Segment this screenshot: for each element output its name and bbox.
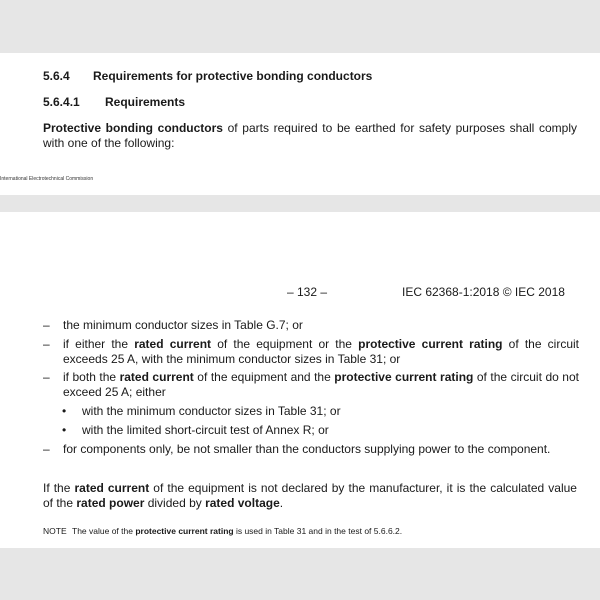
note-label: NOTE — [43, 526, 67, 536]
bullet-marker: • — [62, 423, 67, 437]
section-heading-5-6-4-1 — [43, 95, 185, 109]
section-number: 5.6.4.1 — [43, 95, 80, 109]
publisher-footer: International Electrotechnical Commission — [0, 176, 94, 182]
section-title: Requirements — [105, 95, 186, 109]
standard-reference: IEC 62368-1:2018 © IEC 2018 — [402, 285, 565, 299]
dash-marker: – — [43, 370, 50, 384]
list-item-text: if either the rated current of the equipment or the protective current rating of the circuit exceeds 25 A, with the minimum conductor sizes in Table 31; or — [63, 337, 579, 366]
bullet-marker: • — [62, 404, 67, 418]
list-item — [43, 442, 579, 472]
document-page-top — [0, 53, 600, 195]
dash-marker: – — [43, 318, 50, 332]
section-number: 5.6.4 — [43, 69, 70, 83]
section-heading-5-6-4 — [43, 69, 372, 83]
document-page-bottom — [0, 212, 600, 548]
intro-text: of parts required to be earthed for safety purposes shall comply with one of the following: — [43, 121, 577, 150]
list-item — [43, 318, 579, 333]
bold-term: Protective bonding conductors — [43, 121, 223, 135]
intro-paragraph — [43, 121, 577, 151]
list-item — [43, 370, 579, 400]
list-item-text: the minimum conductor sizes in Table G.7; or — [63, 318, 303, 332]
note: NOTE The value of the protective current rating is used in Table 31 and in the test of 5.6.6.2. — [43, 526, 403, 536]
sub-list-item-text: with the minimum conductor sizes in Table 31; or — [82, 404, 341, 418]
list-item-text: for components only, be not smaller than the conductors supplying power to the component. — [63, 442, 551, 456]
page-number: – 132 – — [287, 285, 328, 299]
dash-marker: – — [43, 442, 50, 456]
section-title: Requirements for protective bonding conductors — [93, 69, 373, 83]
list-item — [43, 337, 579, 367]
body-paragraph: If the rated current of the equipment is not declared by the manufacturer, it is the calculated value of the rated power divided by rated voltage. — [43, 481, 577, 510]
sub-list-item-text: with the limited short-circuit test of Annex R; or — [82, 423, 329, 437]
list-item-text: if both the rated current of the equipment and the protective current rating of the circuit do not exceed 25 A; either — [63, 370, 579, 399]
dash-marker: – — [43, 337, 50, 351]
